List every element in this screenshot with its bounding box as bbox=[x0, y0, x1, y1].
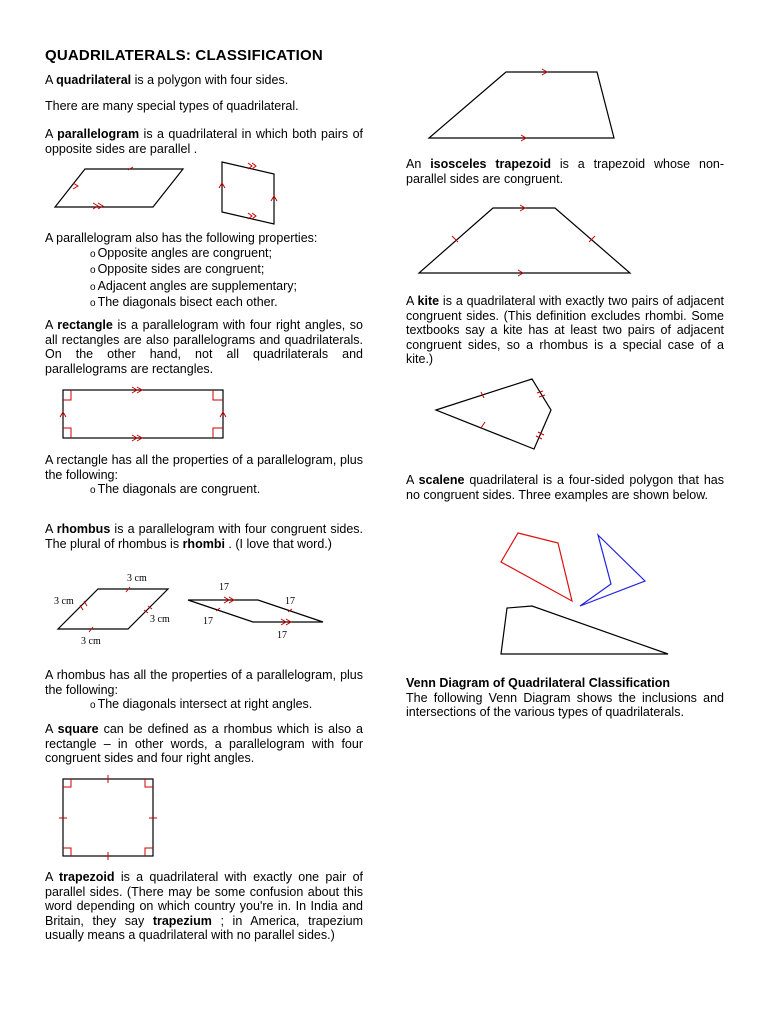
trapezoid-definition: A trapezoid is a quadrilateral with exactly one pair of parallel sides. (There may be some confusion about this word depending on which country you're in. In India and Britain, they say trapezium ; in America, trapezium usually means a quadrilateral with no parallel sides.) bbox=[45, 870, 364, 942]
parallelogram-definition: A parallelogram is a quadrilateral in which both pairs of opposite sides are parallel . bbox=[45, 127, 364, 156]
property-item: o Opposite sides are congruent; bbox=[45, 262, 363, 279]
page-title: QUADRILATERALS: CLASSIFICATION bbox=[45, 47, 323, 64]
rhombus2-label-bottom-left: 17 bbox=[203, 616, 213, 627]
rhombus-label-left: 3 cm bbox=[54, 596, 74, 607]
kite-definition: A kite is a quadrilateral with exactly two pairs of adjacent congruent sides. (This definition excludes rhombi. Some textbooks say a kite has at least two pairs of adjacent congruent sides, so a rhombus is a special case of a kite.) bbox=[406, 294, 724, 366]
rhombus-label-right: 3 cm bbox=[150, 614, 170, 625]
square-definition: A square can be defined as a rhombus which is also a rectangle – in other words, a parallelogram with four congruent sides and four right angles. bbox=[45, 722, 364, 765]
rhombus2-label-top-left: 17 bbox=[219, 582, 229, 593]
rectangle-definition: A rectangle is a parallelogram with four right angles, so all rectangles are also parallelograms and quadrilaterals. On the other hand, not all quadrilaterals and parallelograms are rectangles. bbox=[45, 318, 364, 376]
special-types-text: There are many special types of quadrilateral. bbox=[45, 99, 299, 113]
venn-heading: Venn Diagram of Quadrilateral Classification bbox=[406, 676, 670, 690]
rhombus-label-bottom: 3 cm bbox=[81, 636, 101, 647]
rhombus-definition: A rhombus is a parallelogram with four congruent sides. The plural of rhombus is rhombi . (I love that word.) bbox=[45, 522, 363, 551]
rhombus-label-top: 3 cm bbox=[127, 573, 147, 584]
quadrilateral-definition: A quadrilateral is a polygon with four sides. bbox=[45, 73, 289, 87]
venn-text: The following Venn Diagram shows the inclusions and intersections of the various types of quadrilaterals. bbox=[406, 690, 724, 719]
property-item: o Adjacent angles are supplementary; bbox=[45, 279, 363, 296]
rhombus-properties: A rhombus has all the properties of a parallelogram, plus the following: o The diagonals intersect at right angles. bbox=[45, 668, 363, 714]
property-item: o The diagonals are congruent. bbox=[45, 482, 363, 499]
property-item: o The diagonals intersect at right angles. bbox=[45, 697, 363, 714]
isosceles-trapezoid-definition: An isosceles trapezoid is a trapezoid whose non-parallel sides are congruent. bbox=[406, 157, 725, 186]
rhombus2-label-bottom-right: 17 bbox=[277, 630, 287, 641]
rhombus2-label-top-right: 17 bbox=[285, 596, 295, 607]
parallelogram-properties: A parallelogram also has the following properties: o Opposite angles are congruent; o Opposite sides are congruent; o Adjacent angles are supplementary; o The diagonals bisect each other. bbox=[45, 231, 363, 312]
property-item: o Opposite angles are congruent; bbox=[45, 246, 363, 263]
scalene-definition: A scalene quadrilateral is a four-sided polygon that has no congruent sides. Three examples are shown below. bbox=[406, 473, 724, 502]
venn-section bbox=[406, 676, 724, 720]
property-item: o The diagonals bisect each other. bbox=[45, 295, 363, 312]
rectangle-properties: A rectangle has all the properties of a parallelogram, plus the following: o The diagonals are congruent. bbox=[45, 453, 363, 499]
